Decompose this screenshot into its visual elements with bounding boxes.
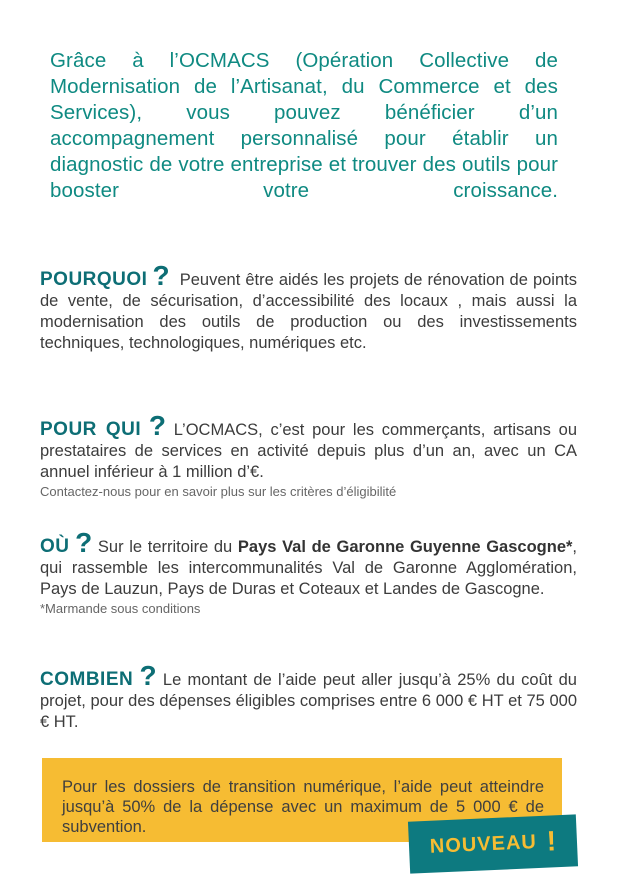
exclamation-icon: ! — [546, 825, 557, 857]
nouveau-badge — [408, 814, 578, 873]
marmande-note: *Marmande sous conditions — [40, 601, 201, 616]
section-pour-qui — [40, 410, 577, 500]
territory-name: Pays Val de Garonne Guyenne Gascogne* — [237, 538, 573, 556]
combien-text: Le montant de l’aide peut aller jusqu’à 25% du coût du projet, pour des dépenses éligibles comprises entre 6 000 € HT et 75 000 € HT. — [40, 671, 577, 731]
eligibility-note: Contactez-nous pour en savoir plus sur les critères d’éligibilité — [40, 484, 397, 499]
question-mark: ? — [148, 410, 166, 441]
heading-pourquoi: POURQUOI — [40, 269, 148, 290]
ou-text-after: , qui rassemble les intercommunalités Val de Garonne Agglomération, Pays de Lauzun, Pays de Duras et Coteaux et Landes de Gascogne. — [40, 538, 578, 598]
pourquoi-text: Peuvent être aidés les projets de rénovation de points de vente, de sécurisation, d’accessibilité des locaux , mais aussi la modernisation des outils de production ou des investissements techniques, technologiques, numériques etc. — [40, 271, 577, 352]
callout-text: Pour les dossiers de transition numérique, l’aide peut atteindre jusqu’à 50% de la dépense avec un maximum de 5 000 € de subvention. — [62, 778, 544, 836]
heading-combien: COMBIEN — [40, 669, 134, 690]
heading-pour-qui: POUR QUI — [40, 419, 142, 440]
question-mark: ? — [75, 527, 93, 558]
question-mark: ? — [152, 260, 170, 291]
pour-qui-text: L’OCMACS, c’est pour les commerçants, artisans ou prestataires de services en activité depuis plus d’un an, avec un CA annuel inférieur à 1 million d’€. — [40, 421, 577, 481]
badge-label: NOUVEAU — [429, 830, 538, 858]
intro-paragraph: Grâce à l’OCMACS (Opération Collective de Modernisation de l’Artisanat, du Commerce et des Services), vous pouvez bénéficier d’un accompagnement personnalisé pour établir un diagnostic de votre entreprise et trouver des outils pour booster votre croissance. — [50, 49, 558, 202]
heading-ou: OÙ — [40, 536, 70, 557]
section-pourquoi — [40, 260, 577, 354]
question-mark: ? — [139, 660, 157, 691]
section-combien — [40, 660, 577, 733]
ou-text-before: Sur le territoire du — [97, 538, 233, 556]
section-ou — [40, 527, 578, 617]
